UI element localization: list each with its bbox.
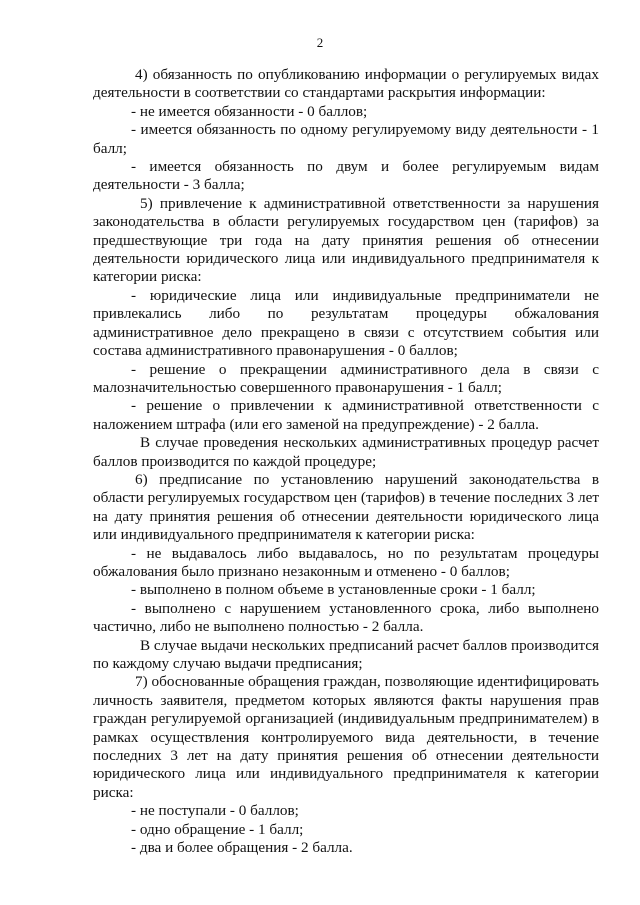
list-item: - имеется обязанность по двум и более регулируемым видам деятельности - 3 балла; (93, 158, 599, 194)
list-item: - выполнено в полном объеме в установленные сроки - 1 балл; (131, 581, 536, 599)
paragraph-item-5: 5) привлечение к административной ответственности за нарушения законодательства в области регулируемых государством цен (тарифов) за предшествующие три года на дату принятия решения об отнесении деятельности юридического лица или индивидуального предпринимателя к категории риска: (93, 194, 599, 286)
note-paragraph: В случае выдачи нескольких предписаний расчет баллов производится по каждому случаю выдачи предписания; (93, 636, 600, 672)
paragraph-item-7: 7) обоснованные обращения граждан, позволяющие идентифицировать личность заявителя, предметом которых являются факты нарушения прав граждан регулируемой организацией (индивидуальным предпринимателем) в рамках осуществления контролируемого вида деятельности, в течение последних 3 лет на дату принятия решения об отнесении деятельности юридического лица или индивидуального предпринимателя к категории риска: (93, 673, 599, 801)
list-item: - решение о прекращении административного дела в связи с малозначительностью совершенного правонарушения - 1 балл; (93, 360, 599, 396)
list-item: - не имеется обязанности - 0 баллов; (131, 102, 368, 120)
list-item: - решение о привлечении к административной ответственности с наложением штрафа (или его заменой на предупреждение) - 2 балла. (93, 397, 599, 433)
paragraph-item-6: 6) предписание по установлению нарушений законодательства в области регулируемых государством цен (тарифов) в течение последних 3 лет на дату принятия решения об отнесении деятельности юридического лица или индивидуального предпринимателя к категории риска: (93, 470, 599, 544)
list-item: - имеется обязанность по одному регулируемому виду деятельности - 1 балл; (93, 121, 599, 157)
list-item: - одно обращение - 1 балл; (131, 820, 304, 838)
list-item: - не поступали - 0 баллов; (131, 802, 299, 820)
document-body (93, 66, 599, 857)
note-paragraph: В случае проведения нескольких административных процедур расчет баллов производится по каждой процедуре; (93, 434, 599, 470)
list-item: - выполнено с нарушением установленного срока, либо выполнено частично, либо не выполнено полностью - 2 балла. (93, 599, 599, 636)
list-item: - юридические лица или индивидуальные предприниматели не привлекались либо по результатам процедуры обжалования административное дело прекращено в связи с отсутствием события или состава административного правонарушения - 0 баллов; (93, 286, 599, 360)
list-item: - два и более обращения - 2 балла. (131, 839, 353, 857)
paragraph-item-4: 4) обязанность по опубликованию информации о регулируемых видах деятельности в соответствии со стандартами раскрытия информации: (93, 66, 599, 102)
list-item: - не выдавалось либо выдавалось, но по результатам процедуры обжалования было признано незаконным и отменено - 0 баллов; (93, 544, 599, 580)
page-number: 2 (316, 35, 324, 50)
